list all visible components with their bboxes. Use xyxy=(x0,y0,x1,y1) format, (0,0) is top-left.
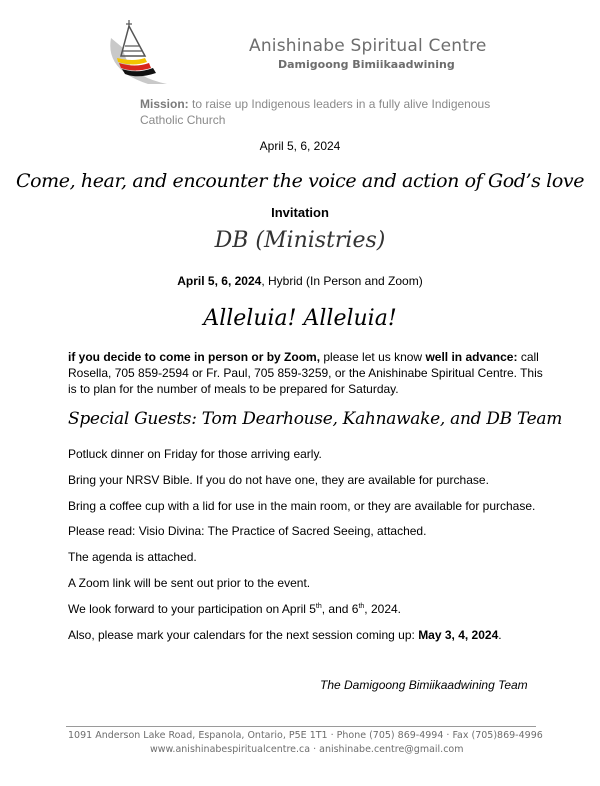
coffee-cup-line: Bring a coffee cup with a lid for use in the main room, or they are available for purchase. xyxy=(68,499,536,513)
look-forward-text-c: , 2024. xyxy=(364,602,401,616)
hybrid-line xyxy=(0,274,600,288)
headline: Come, hear, and encounter the voice and action of God’s love xyxy=(15,170,585,192)
hybrid-dates: April 5, 6, 2024 xyxy=(177,274,262,288)
special-guests: Special Guests: Tom Dearhouse, Kahnawake, and DB Team xyxy=(68,409,563,429)
potluck-line: Potluck dinner on Friday for those arriving early. xyxy=(68,447,322,461)
look-forward-text-b: , and 6 xyxy=(321,602,359,616)
next-session-period: . xyxy=(498,628,502,642)
bible-line: Bring your NRSV Bible. If you do not have one, they are available for purchase. xyxy=(68,473,489,487)
rsvp-body: call Rosella, 705 859-2594 or Fr. Paul, 705 859-3259, or the Anishinabe Spiritual Centre. This is to plan for the number of meals to be prepared for Saturday. xyxy=(68,350,543,396)
footer-divider xyxy=(66,726,536,727)
agenda-line: The agenda is attached. xyxy=(68,550,197,564)
reading-line: Please read: Visio Divina: The Practice of Sacred Seeing, attached. xyxy=(68,524,427,538)
centre-logo xyxy=(103,18,173,86)
next-session-dates: May 3, 4, 2024 xyxy=(418,628,499,642)
org-subtitle: Damigoong Bimiikaadwining xyxy=(278,58,455,71)
ministry-title: DB (Ministries) xyxy=(214,228,386,253)
alleluia: Alleluia! Alleluia! xyxy=(203,306,397,331)
org-name: Anishinabe Spiritual Centre xyxy=(249,36,487,56)
mission-text: to raise up Indigenous leaders in a fully alive Indigenous Catholic Church xyxy=(140,97,491,127)
footer-web: www.anishinabespiritualcentre.ca · anishinabe.centre@gmail.com xyxy=(150,744,464,755)
ordinal-suffix-1: th xyxy=(315,603,322,610)
rsvp-lead: if you decide to come in person or by Zoom, xyxy=(68,350,321,364)
rsvp-mid: please let us know xyxy=(320,350,426,364)
next-session-text: Also, please mark your calendars for the next session coming up: xyxy=(68,628,419,642)
ordinal-suffix-2: th xyxy=(358,603,365,610)
footer-address: 1091 Anderson Lake Road, Espanola, Ontario, P5E 1T1 · Phone (705) 869-4994 · Fax (705)869-4996 xyxy=(68,730,543,741)
rsvp-emphasis: well in advance: xyxy=(425,350,518,364)
event-date: April 5, 6, 2024 xyxy=(259,139,341,153)
look-forward-text-a: We look forward to your participation on April 5 xyxy=(68,602,316,616)
mission-label: Mission: xyxy=(140,97,189,111)
invitation-heading: Invitation xyxy=(271,205,329,220)
next-session-line xyxy=(68,628,558,642)
rsvp-paragraph xyxy=(68,349,543,397)
hybrid-text: , Hybrid (In Person and Zoom) xyxy=(261,274,423,288)
mission-statement xyxy=(140,96,510,128)
zoom-line: A Zoom link will be sent out prior to the event. xyxy=(68,576,311,590)
signature: The Damigoong Bimiikaadwining Team xyxy=(320,678,528,692)
look-forward-line xyxy=(68,602,558,616)
